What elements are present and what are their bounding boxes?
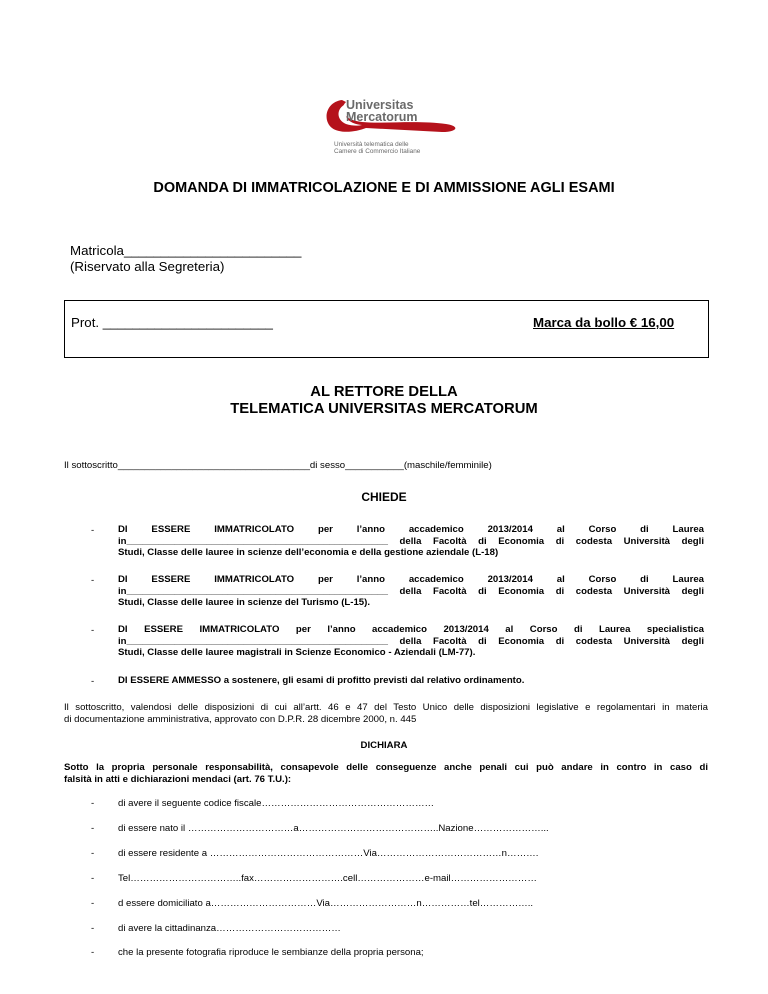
request-1-line3: Studi, Classe delle lauree in scienze dell’economia e della gestione aziendale (L-18)	[118, 547, 499, 558]
declaration-bullet: -	[91, 947, 95, 958]
logo-name-line2: Mercatorum	[346, 110, 418, 124]
declaration-bullet: -	[91, 923, 95, 934]
request-2-line3: Studi, Classe delle lauree in scienze del Turismo (L-15).	[118, 597, 370, 608]
logo-subtitle-line1: Università telematica delle	[334, 141, 409, 148]
declaration-bullet: -	[91, 873, 95, 884]
chiede-heading: CHIEDE	[361, 490, 407, 504]
addressee-line1: AL RETTORE DELLA	[310, 384, 458, 400]
declaration-bullet: -	[91, 848, 95, 859]
request-bullet: -	[91, 625, 95, 636]
page-title: DOMANDA DI IMMATRICOLAZIONE E DI AMMISSIONE AGLI ESAMI	[153, 180, 615, 196]
addressee-line2: TELEMATICA UNIVERSITAS MERCATORUM	[230, 401, 538, 417]
declaration-codice-fiscale: di avere il seguente codice fiscale………………………………………………	[118, 798, 435, 809]
request-4-line1: DI ESSERE AMMESSO a sostenere, gli esami di profitto previsti dal relativo ordinamento.	[118, 675, 525, 686]
request-bullet: -	[91, 575, 95, 586]
prot-field: Prot. _______________________	[71, 315, 273, 330]
request-bullet: -	[91, 676, 95, 687]
declaration-bullet: -	[91, 898, 95, 909]
matricola-note: (Riservato alla Segreteria)	[70, 259, 225, 274]
responsibility-line2: falsità in atti e dichiarazioni mendaci (art. 76 T.U.):	[64, 773, 292, 785]
declaration-nascita: di essere nato il ……………………………a……………………………………..Nazione…………………...	[118, 823, 549, 834]
request-3-line1: DI ESSERE IMMATRICOLATO per l’anno accademico 2013/2014 al Corso di Laurea specialistica	[118, 624, 704, 635]
request-1-line1: DI ESSERE IMMATRICOLATO per l’anno accademico 2013/2014 al Corso di Laurea	[118, 524, 704, 535]
request-3-line2: in_________________________________________________ della Facoltà di Economia di codesta Università degli	[118, 635, 704, 647]
responsibility-line1: Sotto la propria personale responsabilità, consapevole delle conseguenze anche penali cui può andare in contro in caso di	[64, 762, 708, 773]
logo-name-line1: Universitas	[346, 98, 414, 112]
request-2-line1: DI ESSERE IMMATRICOLATO per l’anno accademico 2013/2014 al Corso di Laurea	[118, 574, 704, 585]
matricola-field: Matricola________________________	[70, 243, 302, 258]
declaration-bullet: -	[91, 798, 95, 809]
logo-subtitle-line2: Camere di Commercio Italiane	[334, 148, 421, 155]
declaration-bullet: -	[91, 823, 95, 834]
declaration-residenza: di essere residente a …………………………………………Via…………………………………n……….	[118, 848, 539, 859]
sottoscritto-line: Il sottoscritto____________________________________di sesso___________(maschile/femminile)	[64, 460, 492, 471]
request-bullet: -	[91, 525, 95, 536]
legal-line1: Il sottoscritto, valendosi delle disposizioni di cui all’artt. 46 e 47 del Testo Unico delle disposizioni legislative e regolamentari in materia	[64, 702, 708, 713]
request-item-2	[118, 574, 704, 609]
declaration-fotografia: che la presente fotografia riproduce le sembianze della propria persona;	[118, 947, 424, 958]
request-item-3	[118, 624, 704, 659]
declaration-contatti: Tel……………………………..fax……………………….cell…………………e-mail………………………	[118, 873, 537, 884]
request-1-line2: in_________________________________________________ della Facoltà di Economia di codesta Università degli	[118, 535, 704, 547]
legal-line2: di documentazione amministrativa, approvato con D.P.R. 28 dicembre 2000, n. 445	[64, 713, 417, 725]
request-item-1	[118, 524, 704, 559]
dichiara-heading: DICHIARA	[360, 740, 408, 751]
declaration-domicilio: d essere domiciliato a……………………………Via………………………n……………tel……………..	[118, 898, 534, 909]
request-item-4	[118, 675, 704, 687]
legal-paragraph	[64, 702, 708, 725]
responsibility-paragraph	[64, 762, 708, 785]
university-logo	[322, 98, 462, 160]
marca-da-bollo: Marca da bollo € 16,00	[533, 315, 675, 330]
request-2-line2: in_________________________________________________ della Facoltà di Economia di codesta Università degli	[118, 585, 704, 597]
request-3-line3: Studi, Classe delle lauree magistrali in Scienze Economico - Aziendali (LM-77).	[118, 647, 476, 658]
declaration-cittadinanza: di avere la cittadinanza…………………………………	[118, 923, 341, 934]
